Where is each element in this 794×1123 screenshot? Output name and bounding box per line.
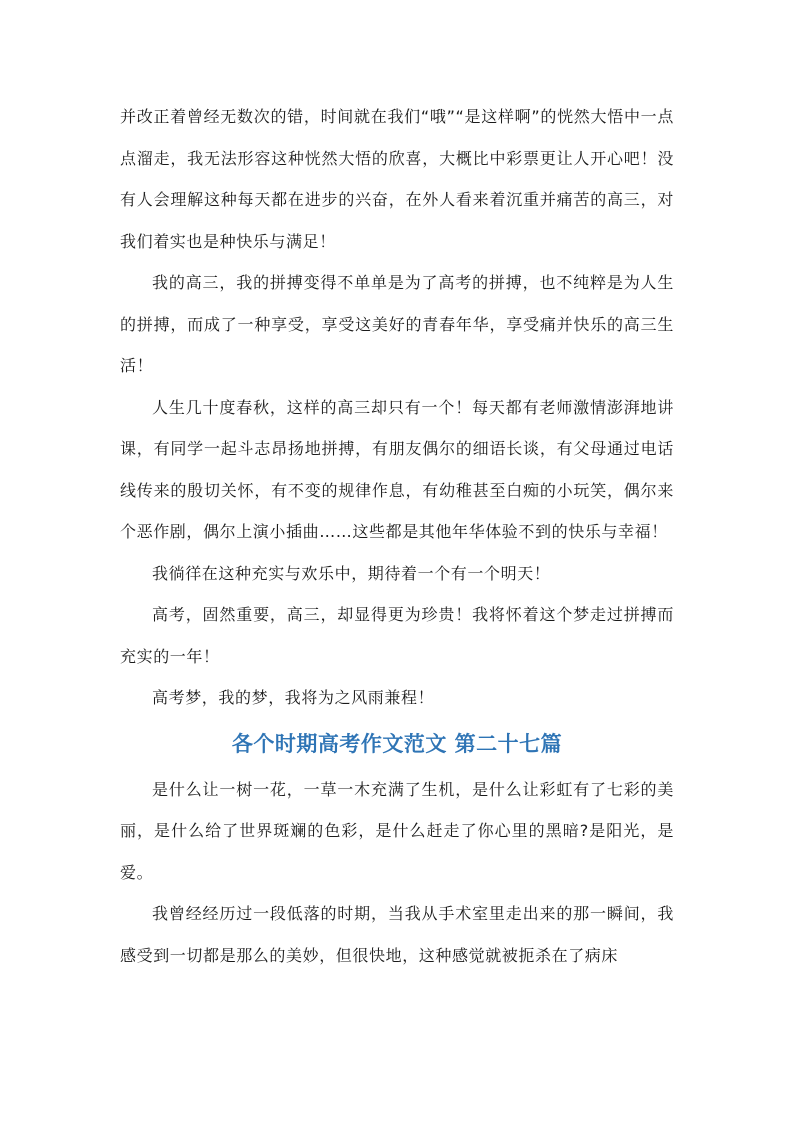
paragraph: 人生几十度春秋，这样的高三却只有一个！每天都有老师激情澎湃地讲课，有同学一起斗志昂扬地拼搏，有朋友偶尔的细语长谈，有父母通过电话线传来的殷切关怀，有不变的规律作息，有幼稚甚至白痴的小玩笑，偶尔来个恶作剧，偶尔上演小插曲……这些都是其他年华体验不到的快乐与幸福！ [120,397,674,541]
paragraph: 高考，固然重要，高三，却显得更为珍贵！我将怀着这个梦走过拼搏而充实的一年！ [120,605,674,666]
body-before [120,96,674,719]
paragraph: 我徜徉在这种充实与欢乐中，期待着一个有一个明天！ [152,563,551,583]
body-after [120,769,674,977]
paragraph: 我的高三，我的拼搏变得不单单是为了高考的拼搏，也不纯粹是为人生的拼搏，而成了一种享受，享受这美好的青春年华，享受痛并快乐的高三生活！ [120,273,674,375]
section-heading: 各个时期高考作文范文 第二十七篇 [231,731,563,756]
paragraph: 并改正着曾经无数次的错，时间就在我们“哦”“是这样啊”的恍然大悟中一点点溜走，我无法形容这种恍然大悟的欣喜，大概比中彩票更让人开心吧！没有人会理解这种每天都在进步的兴奋，在外人看来着沉重并痛苦的高三，对我们着实也是种快乐与满足！ [120,107,674,251]
paragraph: 我曾经经历过一段低落的时期，当我从手术室里走出来的那一瞬间，我感受到一切都是那么的美妙，但很快地，这种感觉就被扼杀在了病床 [120,904,674,965]
paragraph: 高考梦，我的梦，我将为之风雨兼程！ [152,688,435,707]
paragraph: 是什么让一树一花，一草一木充满了生机，是什么让彩虹有了七彩的美丽，是什么给了世界斑斓的色彩，是什么赶走了你心里的黑暗?是阳光，是爱。 [120,779,674,882]
